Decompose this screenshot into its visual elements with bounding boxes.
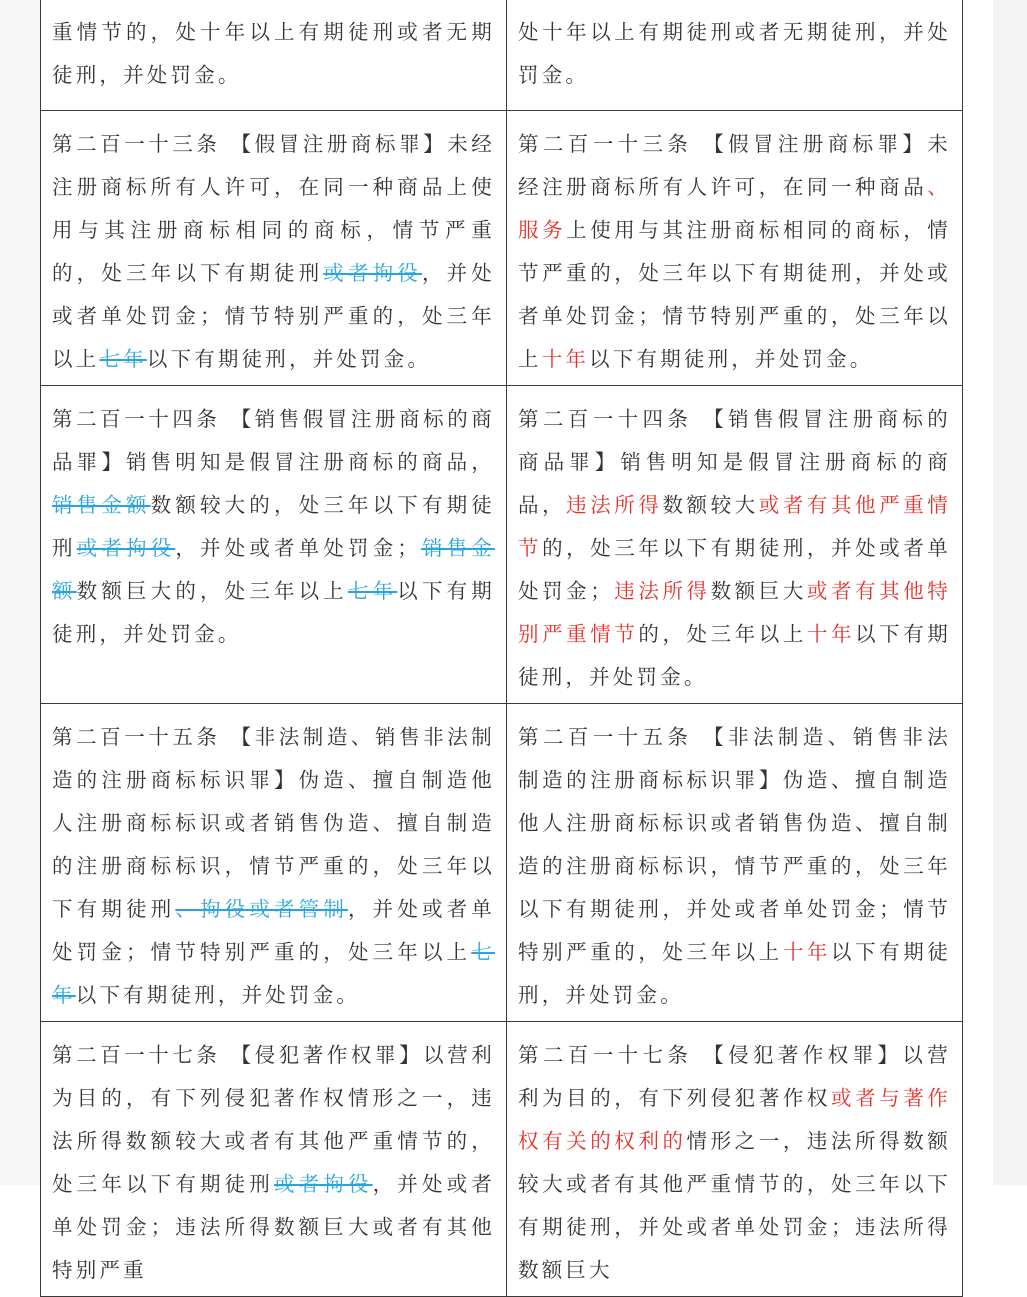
deleted-text: 七年 [52, 940, 495, 1007]
article-text: 的，处三年以下有期徒刑，并处或者单处罚金； [518, 536, 951, 603]
article-text: 以下有期徒刑，并处罚金。 [518, 622, 951, 689]
inserted-text: 十年 [541, 347, 590, 371]
table-row [41, 386, 963, 704]
article-text: 数额巨大的，处三年以上 [76, 579, 348, 603]
deleted-text: 或者拘役 [323, 261, 422, 285]
table-row [41, 111, 963, 386]
article-text: ，并处或者单处罚金；违法所得数额巨大或者有其他特别严重 [52, 1172, 495, 1282]
new-article-cell [507, 111, 963, 386]
article-text: 以下有期徒刑，并处罚金。 [52, 579, 495, 646]
deleted-text: 七年 [99, 347, 147, 371]
old-article-cell [41, 386, 507, 704]
deleted-text: 销售金额 [52, 536, 495, 603]
inserted-text: 十年 [806, 622, 856, 646]
article-text: 数额较大 [662, 493, 759, 517]
deleted-text: 、拘役或者管制 [175, 897, 348, 921]
article-text: 以下有期徒刑，并处罚金。 [146, 347, 432, 371]
article-text: 以下有期徒刑，并处罚金。 [75, 983, 361, 1007]
deleted-text: 七年 [347, 579, 398, 603]
article-text: 第二百一十五条 【非法制造、销售非法制造的注册商标标识罪】伪造、擅自制造他人注册商标标识或者销售伪造、擅自制造的注册商标标识，情节严重的，处三年以下有期徒刑，并处或者单处罚金；情节特别严重的，处三年以上 [518, 725, 951, 964]
article-text: 数额巨大 [710, 579, 807, 603]
table-row [41, 0, 963, 111]
inserted-text: 、服务 [518, 175, 951, 242]
inserted-text: 十年 [782, 940, 831, 964]
article-text: 第二百一十七条 【侵犯著作权罪】以营利为目的，有下列侵犯著作权情形之一，违法所得数额较大或者有其他严重情节的，处三年以下有期徒刑 [52, 1043, 495, 1196]
inserted-text: 违法所得 [613, 579, 711, 603]
article-text: 上使用与其注册商标相同的商标，情节严重的，处三年以下有期徒刑，并处或者单处罚金；情节特别严重的，处三年以上 [518, 218, 951, 371]
page-margin-left [0, 0, 40, 1185]
inserted-text: 或者与著作权有关的权利的 [518, 1086, 952, 1153]
article-text: 以下有期徒刑，并处罚金。 [518, 940, 952, 1007]
article-text: 第二百一十四条 【销售假冒注册商标的商品罪】销售明知是假冒注册商标的商品， [52, 407, 495, 474]
deleted-text: 销售金额 [52, 493, 151, 517]
page-margin-right [993, 0, 1027, 1185]
inserted-text: 或者有其他特别严重情节 [518, 579, 951, 646]
law-comparison-table [40, 0, 963, 1297]
article-text: 第二百一十五条 【非法制造、销售非法制造的注册商标标识罪】伪造、擅自制造他人注册商标标识或者销售伪造、擅自制造的注册商标标识，情节严重的，处三年以下有期徒刑 [52, 725, 495, 921]
table-row [41, 704, 963, 1022]
deleted-text: 或者拘役 [76, 536, 176, 560]
article-text: ，并处或者单处罚金； [175, 536, 421, 560]
article-text: 情形之一，违法所得数额较大或者有其他严重情节的，处三年以下有期徒刑，并处或者单处罚金；违法所得数额巨大 [518, 1129, 951, 1282]
inserted-text: 或者有其他严重情节 [518, 493, 951, 560]
article-text: 重情节的，处十年以上有期徒刑或者无期徒刑，并处罚金。 [52, 20, 495, 87]
new-article-cell [507, 704, 963, 1022]
article-text: ，并处或者单处罚金；情节特别严重的，处三年以上 [52, 261, 495, 371]
article-text: ，并处或者单处罚金；情节特别严重的，处三年以上 [52, 897, 496, 964]
article-text: 第二百一十三条 【假冒注册商标罪】未经注册商标所有人许可，在同一种商品上使用与其注册商标相同的商标，情节严重的，处三年以下有期徒刑 [52, 132, 495, 285]
old-article-cell [41, 0, 507, 111]
article-text: 第二百一十七条 【侵犯著作权罪】以营利为目的，有下列侵犯著作权 [518, 1043, 951, 1110]
new-article-cell [507, 386, 963, 704]
article-text: 以下有期徒刑，并处罚金。 [589, 347, 874, 371]
old-article-cell [41, 704, 507, 1022]
deleted-text: 或者拘役 [273, 1172, 373, 1196]
article-text: 处十年以上有期徒刑或者无期徒刑，并处罚金。 [518, 20, 951, 87]
article-text: 数额较大的，处三年以下有期徒刑 [52, 493, 495, 560]
new-article-cell [507, 0, 963, 111]
article-text: 第二百一十三条 【假冒注册商标罪】未经注册商标所有人许可，在同一种商品 [518, 132, 951, 199]
inserted-text: 违法所得 [566, 493, 663, 517]
article-text: 的，处三年以上 [638, 622, 807, 646]
old-article-cell [41, 111, 507, 386]
old-article-cell [41, 1022, 507, 1297]
article-text: 第二百一十四条 【销售假冒注册商标的商品罪】销售明知是假冒注册商标的商品， [518, 407, 951, 517]
new-article-cell [507, 1022, 963, 1297]
table-row [41, 1022, 963, 1297]
